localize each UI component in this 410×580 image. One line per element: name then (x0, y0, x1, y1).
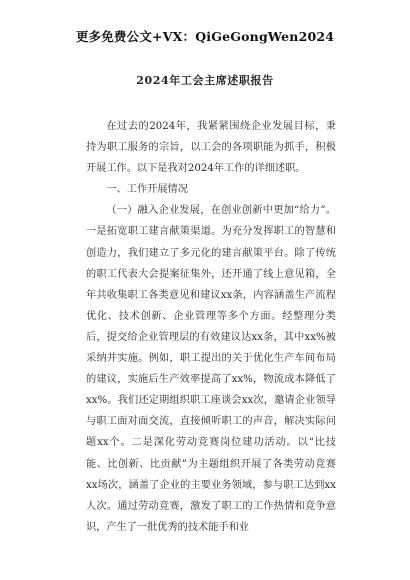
promo-header: 更多免费公文+VX：QiGeGongWen2024 (75, 29, 335, 44)
intro-paragraph: 在过去的2024年，我紧紧围绕企业发展目标，秉持为职工服务的宗旨，以工会的各项职能为抓手，积极开展工作。以下是我对2024年工作的详细述职。 (86, 121, 336, 175)
section-heading: 一、工作开展情况 (106, 184, 188, 196)
document-title: 2024年工会主席述职报告 (136, 74, 274, 87)
subsection-paragraph: （一）融入企业发展，在创业创新中更加“给力”。一是拓宽职工建言献策渠道。为充分发挥职工的智慧和创造力，我们建立了多元化的建言献策平台。除了传统的职工代表大会提案征集外，还开通了线上意见箱，全年共收集职工各类意见和建议xx条，内容涵盖生产流程优化、技术创新、企业管理等多个方面。经整理分类后，提交给企业管理层的有效建议达xx条，其中xx%被采纳并实施。例如，职工提出的关于优化生产车间布局的建议，实施后生产效率提高了xx%，物流成本降低了xx%。我们还定期组织职工座谈会xx次，邀请企业领导与职工面对面交流，直接倾听职工的声音，解决实际问题xx个。二是深化劳动竞赛岗位建功活动。以“比技能、比创新、比贡献”为主题组织开展了各类劳动竞赛xx场次，涵盖了企业的主要业务领域，参与职工达到xx人次。通过劳动竞赛，激发了职工的工作热情和竞争意识，产生了一批优秀的技术能手和业 (86, 205, 336, 533)
document-body (86, 116, 336, 538)
